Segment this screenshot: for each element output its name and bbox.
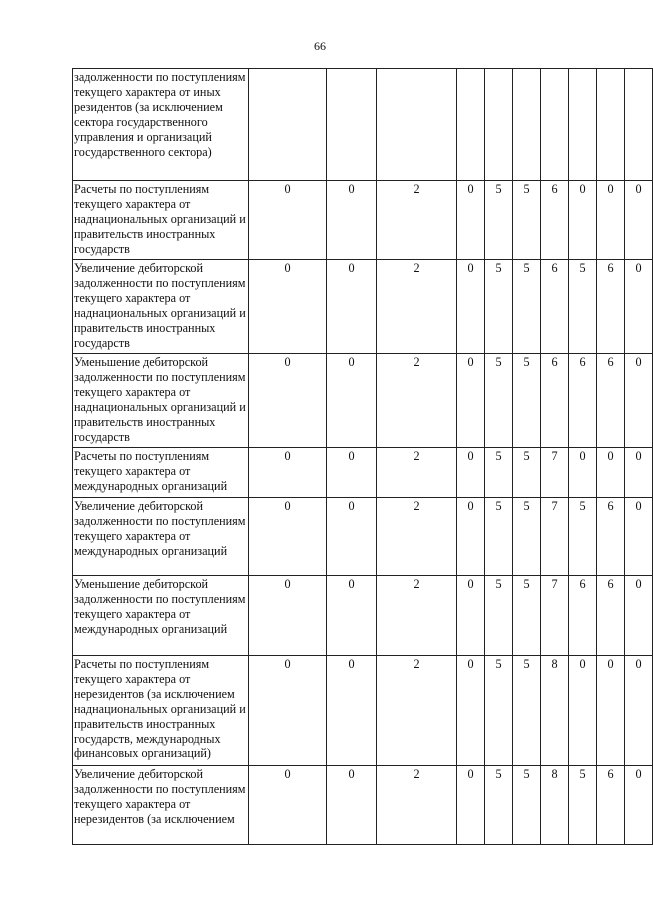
code-cell: 6 [569,576,597,656]
code-cell: 2 [377,766,457,845]
code-cell: 0 [625,260,653,354]
code-cell: 2 [377,354,457,448]
code-cell: 8 [541,766,569,845]
code-cell: 6 [541,260,569,354]
code-cell: 6 [597,576,625,656]
table-row [73,766,653,845]
row-description: Увеличение дебиторской задолженности по поступлениям текущего характера от наднациональных организаций и правительств иностранных государств [73,260,249,354]
code-cell [377,69,457,181]
code-cell: 5 [485,576,513,656]
code-cell: 5 [485,766,513,845]
code-cell: 0 [625,656,653,766]
code-cell: 2 [377,656,457,766]
code-cell: 0 [457,656,485,766]
code-cell [569,69,597,181]
code-cell: 0 [327,448,377,498]
code-cell: 5 [485,181,513,260]
row-description: Расчеты по поступлениям текущего характера от наднациональных организаций и правительств иностранных государств [73,181,249,260]
code-cell: 0 [457,766,485,845]
code-cell: 2 [377,448,457,498]
code-cell [541,69,569,181]
code-cell: 0 [327,354,377,448]
code-cell [457,69,485,181]
row-description: Увеличение дебиторской задолженности по поступлениям текущего характера от нерезидентов (за исключением [73,766,249,845]
code-cell: 5 [513,354,541,448]
code-cell: 5 [485,448,513,498]
code-cell [485,69,513,181]
row-description: Уменьшение дебиторской задолженности по поступлениям текущего характера от международных организаций [73,576,249,656]
table-row [73,576,653,656]
code-cell: 5 [485,498,513,576]
row-description: Расчеты по поступлениям текущего характера от международных организаций [73,448,249,498]
code-cell: 0 [249,354,327,448]
code-cell: 0 [327,181,377,260]
code-cell: 0 [569,656,597,766]
code-cell: 0 [625,576,653,656]
table-row [73,181,653,260]
code-cell: 0 [625,448,653,498]
code-cell: 0 [457,181,485,260]
code-cell: 0 [327,766,377,845]
code-cell: 6 [597,260,625,354]
code-cell: 0 [249,448,327,498]
code-cell: 5 [569,260,597,354]
code-cell: 7 [541,498,569,576]
row-description: Увеличение дебиторской задолженности по поступлениям текущего характера от международных организаций [73,498,249,576]
code-cell: 0 [249,766,327,845]
code-cell: 8 [541,656,569,766]
code-cell: 0 [625,498,653,576]
code-cell: 0 [625,181,653,260]
code-cell: 0 [457,448,485,498]
table-row [73,448,653,498]
code-cell: 0 [327,656,377,766]
code-cell: 5 [513,260,541,354]
code-cell: 0 [249,498,327,576]
code-cell: 0 [625,354,653,448]
code-cell: 0 [457,260,485,354]
page-number: 66 [314,39,326,53]
code-cell: 7 [541,448,569,498]
code-cell: 0 [327,576,377,656]
code-cell [597,69,625,181]
code-cell: 5 [485,656,513,766]
code-cell: 0 [327,260,377,354]
code-cell: 5 [513,766,541,845]
code-cell: 0 [457,576,485,656]
code-cell: 2 [377,576,457,656]
code-cell: 6 [569,354,597,448]
row-description: Расчеты по поступлениям текущего характера от нерезидентов (за исключением наднациональных организаций и правительств иностранных государств, международных финансовых организаций) [73,656,249,766]
code-cell: 0 [597,448,625,498]
code-cell: 5 [513,498,541,576]
code-cell: 0 [597,656,625,766]
code-cell: 5 [485,260,513,354]
table-row [73,656,653,766]
code-cell: 2 [377,260,457,354]
code-cell: 6 [597,498,625,576]
code-cell: 0 [249,181,327,260]
code-cell: 7 [541,576,569,656]
code-cell [327,69,377,181]
code-cell: 5 [569,498,597,576]
code-cell [249,69,327,181]
code-cell: 0 [569,181,597,260]
code-cell [513,69,541,181]
code-cell: 5 [513,576,541,656]
code-cell: 2 [377,498,457,576]
code-cell: 5 [513,656,541,766]
code-cell: 0 [597,181,625,260]
table-row [73,69,653,181]
code-cell: 0 [457,354,485,448]
code-cell: 5 [513,448,541,498]
code-cell: 5 [485,354,513,448]
code-cell: 6 [541,354,569,448]
code-cell: 0 [625,766,653,845]
row-description: Уменьшение дебиторской задолженности по поступлениям текущего характера от наднациональных организаций и правительств иностранных государств [73,354,249,448]
code-cell: 0 [327,498,377,576]
table-row [73,354,653,448]
table-row [73,260,653,354]
code-cell: 0 [249,260,327,354]
code-cell: 0 [457,498,485,576]
code-cell: 0 [249,576,327,656]
code-cell: 5 [569,766,597,845]
code-cell: 5 [513,181,541,260]
code-cell [625,69,653,181]
code-cell: 0 [569,448,597,498]
code-cell: 0 [249,656,327,766]
code-cell: 6 [541,181,569,260]
code-cell: 6 [597,766,625,845]
code-cell: 2 [377,181,457,260]
account-codes-table [72,68,653,845]
code-cell: 6 [597,354,625,448]
row-description: задолженности по поступлениям текущего характера от иных резидентов (за исключением сектора государственного управления и организаций государственного сектора) [73,69,249,181]
table-row [73,498,653,576]
